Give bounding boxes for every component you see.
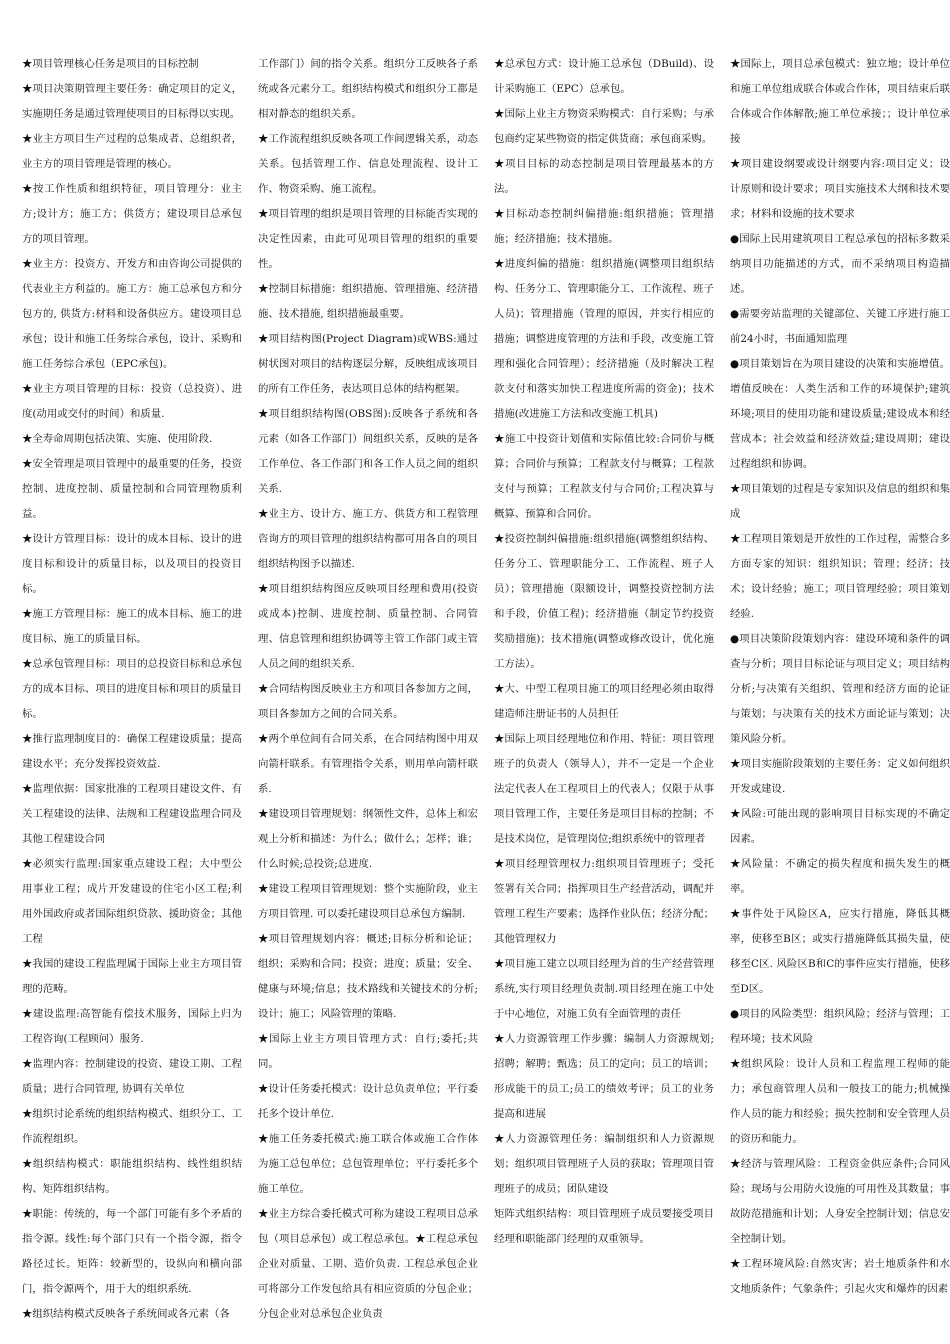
paragraph: ★设计方管理目标：设计的成本目标、设计的进度目标和设计的质量目标，以及项目的投资目标。 <box>22 533 242 595</box>
paragraph: ★项目建设纲要或设计纲要内容:项目定义；设计原则和设计要求；项目实施技术大纲和技术要求；材料和设施的技术要求 <box>730 158 950 220</box>
paragraph: ★设计任务委托模式：设计总负责单位；平行委托多个设计单位. <box>258 1083 478 1120</box>
paragraph: ★组织结构模式反映各子系统间或各元素（各 <box>22 1308 230 1320</box>
paragraph: 工作部门）间的指令关系。组织分工反映各子系统或各元素分工。组织结构模式和组织分工都是相对静态的组织关系。 <box>258 58 478 120</box>
paragraph: ★施工中投资计划值和实际值比较:合同价与概算；合同价与预算；工程款支付与概算；工程款支付与预算；工程款支付与合同价;工程决算与概算、预算和合同价。 <box>494 433 714 520</box>
paragraph: ★业主方、设计方、施工方、供货方和工程管理咨询方的项目管理的组织结构都可用各自的项目组织结构图予以描述. <box>258 508 478 570</box>
paragraph: ★建设监理:高智能有偿技术服务，国际上归为工程咨询(工程顾问）服务. <box>22 1008 242 1045</box>
paragraph: ★总承包方式：设计施工总承包（DBuild)、设计采购施工（EPC）总承包。 <box>494 58 714 95</box>
paragraph: ★按工作性质和组织特征，项目管理分：业主方;设计方；施工方；供货方；建设项目总承包方的项目管理。 <box>22 183 242 245</box>
paragraph: ★建设工程项目管理规划：整个实施阶段，业主方项目管理. 可以委托建设项目总承包方编制. <box>258 883 478 920</box>
text-column-2 <box>258 52 478 1344</box>
paragraph: ★风险:可能出现的影响项目目标实现的不确定因素。 <box>730 808 950 845</box>
paragraph: ★项目组织结构图(OBS图):反映各子系统和各元素（如各工作部门）间组织关系，反映的是各工作单位、各工作部门和各工作人员之间的组织关系. <box>258 408 478 495</box>
paragraph: ★风险量：不确定的损失程度和损失发生的概率。 <box>730 858 950 895</box>
paragraph: ★推行监理制度目的：确保工程建设质量；提高建设水平；充分发挥投资效益. <box>22 733 242 770</box>
paragraph: ★项目管理规划内容：概述;目标分析和论证；组织；采购和合同；投资；进度；质量；安全、健康与环境;信息；技术路线和关键技术的分析;设计；施工；风险管理的策略. <box>258 933 478 1020</box>
paragraph: ★施工任务委托模式:施工联合体或施工合作体为施工总包单位；总包管理单位；平行委托多个施工单位。 <box>258 1133 478 1195</box>
paragraph: ★项目组织结构图应反映项目经理和费用(投资或成本)控制、进度控制、质量控制、合同管理、信息管理和组织协调等主管工作部门或主管人员之间的组织关系. <box>258 583 478 670</box>
paragraph: ●项目的风险类型：组织风险；经济与管理；工程环境；技术风险 <box>730 1008 950 1045</box>
paragraph: ★投资控制纠偏措施:组织措施(调整组织结构、任务分工、管理职能分工、工作流程、班子人员）；管理措施（限额设计，调整投资控制方法和手段，价值工程)；经济措施（制定节约投资奖励措施)；技术措施(调整或修改设计，优化施工方法）。 <box>494 533 714 670</box>
paragraph: ★事件处于风险区A，应实行措施，降低其概率，使移至B区；或实行措施降低其损失量，使移至C区. 风险区B和C的事件应实行措施，使移至D区。 <box>730 908 950 995</box>
paragraph: ★大、中型工程项目施工的项目经理必须由取得建造师注册证书的人员担任 <box>494 683 714 720</box>
paragraph: ★项目管理核心任务是项目的目标控制 <box>22 58 199 70</box>
paragraph: ●项目决策阶段策划内容：建设环境和条件的调查与分析；项目目标论证与项目定义；项目结构分析;与决策有关组织、管理和经济方面的论证与策划；与决策有关的技术方面论证与策划；决策风险分析。 <box>730 633 950 745</box>
paragraph: 矩阵式组织结构：项目管理班子成员要接受项目经理和职能部门经理的双重领导。 <box>494 1208 714 1245</box>
paragraph: ●项目策划旨在为项目建设的决策和实施增值。增值反映在：人类生活和工作的环境保护;建筑环境;项目的使用功能和建设质量;建设成本和经营成本；社会效益和经济效益;建设周期；建设过程组织和协调。 <box>730 358 950 470</box>
paragraph: ★项目经理管理权力:组织项目管理班子；受托签署有关合同；指挥项目生产经营活动，调配并管理工程生产要素；选择作业队伍；经济分配；其他管理权力 <box>494 858 714 945</box>
paragraph: ★业主方综合委托模式可称为建设工程项目总承包（项目总承包）或工程总承包。★工程总承包企业对质量、工期、造价负责. 工程总承包企业可将部分工作发包给具有相应资质的分包企业；分包企业对总承包企业负责 <box>258 1208 478 1320</box>
paragraph: ★必须实行监理:国家重点建设工程；大中型公用事业工程；成片开发建设的住宅小区工程;利用外国政府或者国际组织贷款、援助资金；其他工程 <box>22 858 242 945</box>
paragraph: ★人力资源管理工作步骤：编制人力资源规划;招聘；解聘；甄选；员工的定向；员工的培训；形成能干的员工;员工的绩效考评；员工的业务提高和进展 <box>494 1033 714 1120</box>
paragraph: ★国际上，项目总承包模式：独立地；设计单位和施工单位组成联合体或合作体，项目结束后联合体或合作体解散;施工单位承接；；设计单位承接 <box>730 58 950 145</box>
paragraph: ★我国的建设工程监理属于国际上业主方项目管理的范畴。 <box>22 958 242 995</box>
paragraph: ★组织风险：设计人员和工程监理工程师的能力；承包商管理人员和一般技工的能力;机械操作人员的能力和经验；损失控制和安全管理人员的资历和能力。 <box>730 1058 950 1145</box>
text-column-4 <box>730 52 950 1344</box>
paragraph: ★项目策划的过程是专家知识及信息的组织和集成 <box>730 483 950 520</box>
paragraph: ★监理依据：国家批准的工程项目建设文件、有关工程建设的法律、法规和工程建设监理合同及其他工程建设合同 <box>22 783 242 845</box>
paragraph: ★业主方：投资方、开发方和由咨询公司提供的代表业主方利益的。施工方：施工总承包方和分包方的, 供货方:材料和设备供应方。建设项目总承包；设计和施工任务综合承包，设计、采购和施工任务综合承包（EPC承包)。 <box>22 258 242 370</box>
paragraph: ★控制目标措施：组织措施、管理措施、经济措施、技术措施, 组织措施最重要。 <box>258 283 478 320</box>
paragraph: ★工程项目策划是开放性的工作过程，需整合多方面专家的知识：组织知识；管理；经济；技术；设计经验；施工；项目管理经验；项目策划经验. <box>730 533 950 620</box>
text-column-3 <box>494 52 714 1344</box>
paragraph: ★进度纠偏的措施：组织措施(调整项目组织结构、任务分工、管理职能分工、工作流程、班子人员)；管理措施（管理的原因，并实行相应的措施；调整进度管理的方法和手段，改变施工管理和强化合同管理）；经济措施（及时解决工程款支付和落实加快工程进度所需的资金)；技术措施(改进施工方法和改变施工机具) <box>494 258 714 420</box>
paragraph: ★项目施工建立以项目经理为首的生产经营管理系统,实行项目经理负责制.项目经理在施工中处于中心地位，对施工负有全面管理的责任 <box>494 958 714 1020</box>
paragraph: ★总承包管理目标：项目的总投资目标和总承包方的成本目标、项目的进度目标和项目的质量目标。 <box>22 658 242 720</box>
paragraph: ●国际上民用建筑项目工程总承包的招标多数采纳项目功能描述的方式，而不采纳项目构造描述。 <box>730 233 950 295</box>
paragraph: ★人力资源管理任务：编制组织和人力资源规划；组织项目管理班子人员的获取；管理项目管理班子的成员；团队建设 <box>494 1133 714 1195</box>
paragraph: ★项目管理的组织是项目管理的目标能否实现的决定性因素，由此可见项目管理的组织的重要性。 <box>258 208 478 270</box>
paragraph: ★项目实施阶段策划的主要任务：定义如何组织开发或建设. <box>730 758 950 795</box>
paragraph: ★工程环境风险:自然灾害；岩土地质条件和水文地质条件；气象条件；引起火灾和爆炸的因素 <box>730 1258 950 1295</box>
paragraph: ★监理内容：控制建设的投资、建设工期、工程质量；进行合同管理, 协调有关单位 <box>22 1058 242 1095</box>
paragraph: ★职能：传统的，每一个部门可能有多个矛盾的指令源。线性:每个部门只有一个指令源，指令路径过长。矩阵：较新型的，设纵向和横向部门，指令源两个，用于大的组织系统. <box>22 1208 242 1295</box>
paragraph: ★组织讨论系统的组织结构模式、组织分工、工作流程组织。 <box>22 1108 242 1145</box>
paragraph: ★经济与管理风险：工程资金供应条件;合同风险；现场与公用防火设施的可用性及其数量；事故防范措施和计划；人身安全控制计划；信息安全控制计划。 <box>730 1158 950 1245</box>
paragraph: ★两个单位间有合同关系，在合同结构图中用双向箭杆联系。有管理指令关系，则用单向箭杆联系. <box>258 733 478 795</box>
paragraph: ★业主方项目生产过程的总集成者、总组织者，业主方的项目管理是管理的核心。 <box>22 133 242 170</box>
paragraph: ★目标动态控制纠偏措施:组织措施；管理措施；经济措施；技术措施。 <box>494 208 714 245</box>
text-column-1 <box>22 52 242 1344</box>
paragraph: ★国际上业主方物资采购模式：自行采购；与承包商约定某些物资的指定供货商；承包商采购。 <box>494 108 714 145</box>
paragraph: ★业主方项目管理的目标：投资（总投资）、进度(动用或交付的时间）和质量. <box>22 383 242 420</box>
paragraph: ★项目结构图(Project Diagram)或WBS:通过树状图对项目的结构逐层分解，反映组成该项目的所有工作任务，表达项目总体的结构框架。 <box>258 333 478 395</box>
paragraph: ★建设项目管理规划：纲领性文件，总体上和宏观上分析和描述：为什么；做什么；怎样；谁；什么时候;总投资;总进度. <box>258 808 478 870</box>
paragraph: ★全寿命周期包括决策、实施、使用阶段. <box>22 433 213 445</box>
paragraph: ★施工方管理目标：施工的成本目标、施工的进度目标、施工的质量目标。 <box>22 608 242 645</box>
paragraph: ★合同结构图反映业主方和项目各参加方之间，项目各参加方之间的合同关系。 <box>258 683 478 720</box>
paragraph: ★安全管理是项目管理中的最重要的任务，投资控制、进度控制、质量控制和合同管理物质利益。 <box>22 458 242 520</box>
paragraph: ★工作流程组织反映各项工作间逻辑关系，动态关系。包括管理工作、信息处理流程、设计工作、物资采购、施工流程。 <box>258 133 478 195</box>
paragraph: ★国际上业主方项目管理方式：自行;委托;共同。 <box>258 1033 478 1070</box>
paragraph: ★项目决策期管理主要任务：确定项目的定义，实施期任务是通过管理使项目的目标得以实现。 <box>22 83 242 120</box>
paragraph: ●需要旁站监理的关键部位、关键工序进行施工前24小时，书面通知监理 <box>730 308 950 345</box>
paragraph: ★国际上项目经理地位和作用、特征：项目管理班子的负责人（领导人），并不一定是一个企业法定代表人在工程项目上的代表人；仅限于从事项目管理工作，主要任务是项目目标的控制；不是技术岗位，是管理岗位;组织系统中的管理者 <box>494 733 714 845</box>
paragraph: ★组织结构模式：职能组织结构、线性组织结构、矩阵组织结构。 <box>22 1158 242 1195</box>
paragraph: ★项目目标的动态控制是项目管理最基本的方法。 <box>494 158 714 195</box>
